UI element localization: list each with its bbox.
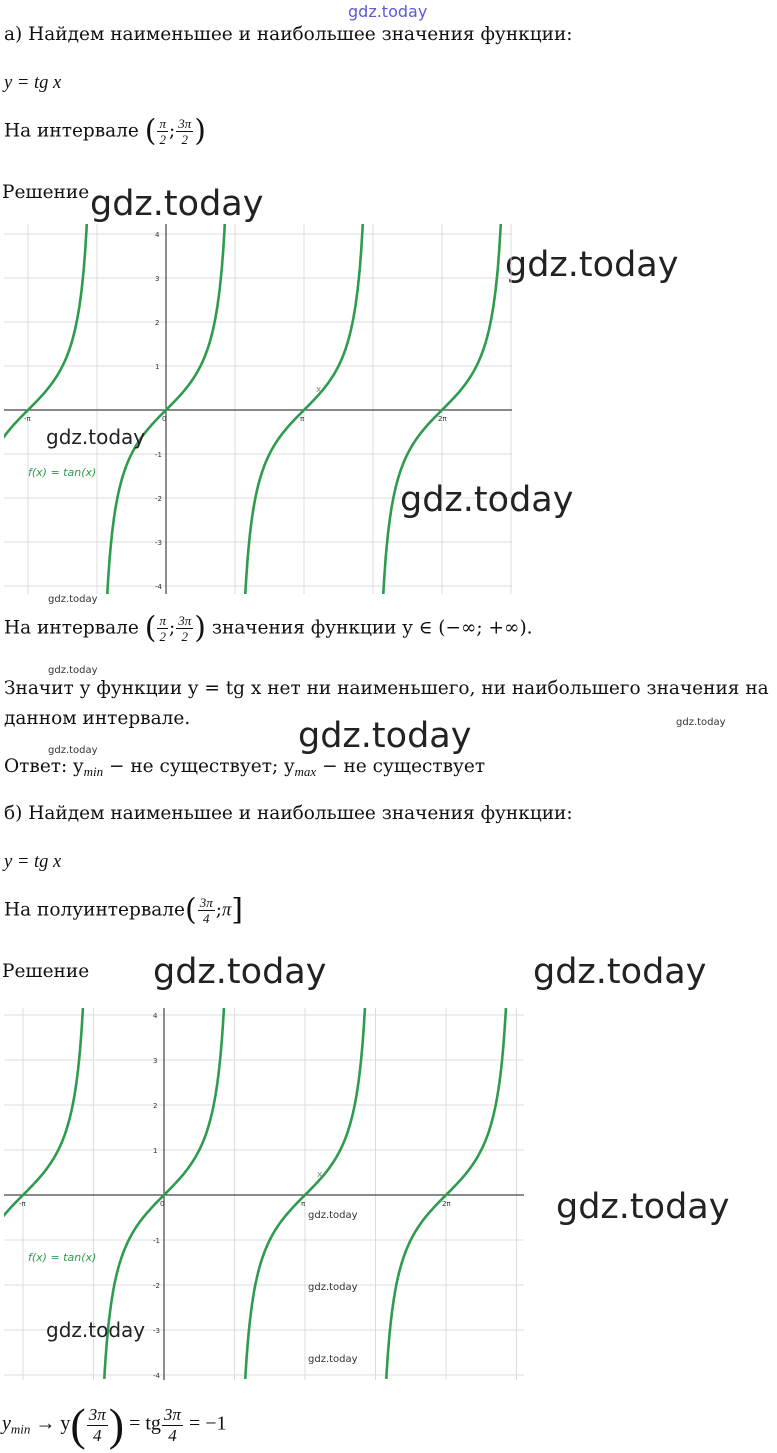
x-tick-label: 0 bbox=[160, 1200, 165, 1208]
interval-label: На полуинтервале bbox=[4, 899, 185, 921]
answer-end: − не существует bbox=[316, 756, 486, 777]
result-open-paren: ( bbox=[70, 1399, 86, 1450]
y-tick-label: 2 bbox=[153, 1102, 158, 1110]
result-tg-fraction bbox=[162, 1405, 183, 1446]
interval-open-paren: ( bbox=[184, 892, 197, 928]
fraction-denominator: 2 bbox=[159, 132, 166, 147]
fraction-numerator: 3π bbox=[88, 1404, 106, 1424]
part-b-function: y = tg x bbox=[4, 852, 62, 872]
x-tick-label: 2π bbox=[438, 415, 447, 423]
x-tick-label: -π bbox=[19, 1200, 26, 1208]
y-tick-label: 2 bbox=[155, 319, 160, 327]
x-tick-label: π bbox=[300, 415, 305, 423]
fraction-numerator: 3π bbox=[178, 116, 192, 131]
function-legend: f(x) = tan(x) bbox=[28, 1251, 97, 1264]
interval-left-fraction bbox=[157, 613, 168, 644]
watermark-top: gdz.today bbox=[348, 2, 428, 21]
watermark: gdz.today bbox=[400, 480, 574, 520]
y-tick-label: 1 bbox=[153, 1147, 158, 1155]
watermark: gdz.today bbox=[90, 184, 264, 224]
fraction-denominator: 4 bbox=[168, 1425, 177, 1445]
y-tick-label: -1 bbox=[153, 1237, 160, 1245]
part-a-function: y = tg x bbox=[4, 73, 62, 93]
tangent-graph-a bbox=[4, 224, 512, 594]
watermark: gdz.today bbox=[46, 425, 146, 449]
y-tick-label: -4 bbox=[155, 583, 162, 591]
part-a-conclusion-line2: данном интервале. bbox=[4, 708, 191, 729]
interval-open-paren: ( bbox=[144, 113, 157, 149]
interval-separator: ; bbox=[169, 617, 176, 639]
function-legend: f(x) = tan(x) bbox=[28, 466, 97, 479]
part-b-result bbox=[2, 1399, 227, 1450]
result-arrow: → y bbox=[35, 1412, 71, 1435]
x-tick-label: -π bbox=[24, 415, 31, 423]
answer-min-subscript: min bbox=[83, 764, 104, 779]
interval-label: На интервале bbox=[4, 120, 139, 142]
answer-prefix: Ответ: y bbox=[4, 756, 84, 777]
watermark: gdz.today bbox=[533, 952, 707, 992]
x-tick-label: 0 bbox=[162, 415, 167, 423]
interval-right-fraction bbox=[176, 613, 193, 644]
part-b-heading: б) Найдем наименьшее и наибольшее значения функции: bbox=[4, 803, 573, 824]
part-a-answer bbox=[4, 756, 485, 780]
interval-close-bracket: ] bbox=[231, 892, 243, 928]
answer-middle: − не существует; y bbox=[103, 756, 295, 777]
watermark: gdz.today bbox=[153, 952, 327, 992]
interval-left-fraction bbox=[157, 116, 168, 147]
result-equals-tg: = tg bbox=[129, 1412, 161, 1435]
y-tick-label: -3 bbox=[153, 1327, 160, 1335]
tangent-branch bbox=[4, 1008, 83, 1221]
interval-right-value: π bbox=[221, 900, 232, 921]
part-a-values-line bbox=[4, 610, 533, 646]
y-tick-label: 4 bbox=[153, 1012, 158, 1020]
y-tick-label: -2 bbox=[155, 495, 162, 503]
fraction-numerator: 3π bbox=[199, 895, 213, 910]
y-tick-label: 1 bbox=[155, 363, 160, 371]
x-tick-label: 2π bbox=[442, 1200, 451, 1208]
watermark: gdz.today bbox=[556, 1187, 730, 1227]
answer-max-subscript: max bbox=[294, 764, 317, 779]
fraction-numerator: 3π bbox=[163, 1404, 181, 1424]
interval-right-fraction bbox=[176, 116, 193, 147]
fraction-denominator: 2 bbox=[159, 629, 166, 644]
values-label: На интервале bbox=[4, 617, 139, 639]
watermark: gdz.today bbox=[308, 1282, 358, 1293]
result-lhs: y bbox=[2, 1412, 11, 1435]
fraction-denominator: 4 bbox=[92, 1425, 102, 1445]
interval-separator: ; bbox=[215, 899, 222, 921]
marker-x: x bbox=[316, 385, 322, 395]
watermark: gdz.today bbox=[676, 717, 726, 728]
watermark: gdz.today bbox=[505, 245, 679, 285]
part-a-heading: а) Найдем наименьшее и наибольшее значения функции: bbox=[4, 24, 573, 45]
part-a-solution-label: Решение bbox=[2, 182, 90, 203]
values-text: значения функции y ∈ (−∞; +∞). bbox=[211, 617, 533, 639]
y-tick-label: -2 bbox=[153, 1282, 160, 1290]
y-tick-label: -4 bbox=[153, 1372, 160, 1380]
y-tick-label: 3 bbox=[155, 275, 160, 283]
y-tick-label: -3 bbox=[155, 539, 162, 547]
grid bbox=[4, 224, 512, 594]
fraction-numerator: π bbox=[159, 116, 166, 131]
part-a-conclusion-line1: Значит у функции y = tg x нет ни наименьшего, ни наибольшего значения на bbox=[4, 678, 769, 699]
part-a-interval bbox=[4, 113, 206, 149]
y-tick-label: -1 bbox=[155, 451, 162, 459]
fraction-numerator: π bbox=[159, 613, 166, 628]
watermark: gdz.today bbox=[46, 1318, 146, 1342]
interval-open-paren: ( bbox=[144, 610, 157, 646]
watermark: gdz.today bbox=[48, 665, 98, 676]
interval-close-paren: ) bbox=[194, 113, 206, 149]
watermark: gdz.today bbox=[48, 594, 98, 605]
y-tick-label: 3 bbox=[153, 1057, 158, 1065]
fraction-denominator: 4 bbox=[202, 911, 210, 926]
marker-x: x bbox=[317, 1170, 323, 1180]
result-close-paren: ) bbox=[108, 1399, 125, 1450]
part-b-interval bbox=[4, 892, 243, 928]
watermark: gdz.today bbox=[48, 745, 98, 756]
result-value: = −1 bbox=[188, 1412, 227, 1435]
interval-close-paren: ) bbox=[194, 610, 206, 646]
result-arg-fraction bbox=[87, 1405, 108, 1446]
y-tick-label: 4 bbox=[155, 231, 160, 239]
watermark: gdz.today bbox=[308, 1354, 358, 1365]
watermark: gdz.today bbox=[298, 716, 472, 756]
fraction-denominator: 2 bbox=[181, 629, 188, 644]
fraction-denominator: 2 bbox=[181, 132, 188, 147]
interval-separator: ; bbox=[169, 120, 176, 142]
watermark: gdz.today bbox=[308, 1210, 358, 1221]
part-b-solution-label: Решение bbox=[2, 961, 90, 982]
fraction-numerator: 3π bbox=[178, 613, 192, 628]
x-tick-label: π bbox=[301, 1200, 306, 1208]
interval-left-fraction bbox=[198, 895, 215, 926]
result-subscript: min bbox=[10, 1421, 31, 1437]
